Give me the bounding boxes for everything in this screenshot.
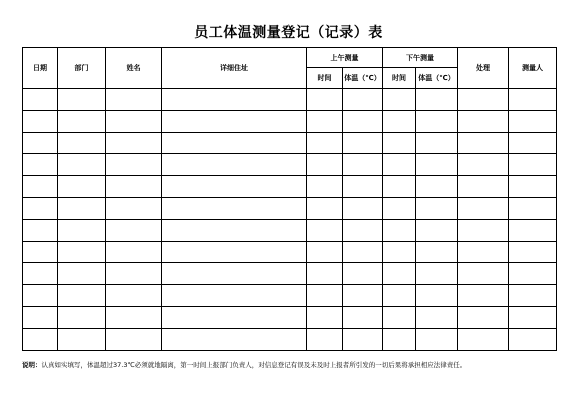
cell-department[interactable]	[58, 197, 106, 219]
cell-handling[interactable]	[458, 285, 509, 307]
cell-afternoon-temperature[interactable]	[416, 328, 458, 350]
cell-afternoon-temperature[interactable]	[416, 110, 458, 132]
cell-measurer[interactable]	[509, 110, 557, 132]
cell-morning-temperature[interactable]	[343, 197, 383, 219]
cell-afternoon-time[interactable]	[383, 328, 416, 350]
cell-measurer[interactable]	[509, 328, 557, 350]
header-morning: 上午测量	[307, 48, 383, 68]
cell-morning-temperature[interactable]	[343, 132, 383, 154]
cell-name[interactable]	[106, 132, 162, 154]
cell-address[interactable]	[162, 263, 307, 285]
table-row	[23, 219, 557, 241]
cell-name[interactable]	[106, 263, 162, 285]
cell-morning-temperature[interactable]	[343, 241, 383, 263]
table-row	[23, 263, 557, 285]
cell-morning-time[interactable]	[307, 89, 343, 111]
cell-afternoon-time[interactable]	[383, 219, 416, 241]
cell-address[interactable]	[162, 176, 307, 198]
cell-handling[interactable]	[458, 219, 509, 241]
cell-afternoon-time[interactable]	[383, 154, 416, 176]
cell-department[interactable]	[58, 176, 106, 198]
cell-address[interactable]	[162, 197, 307, 219]
cell-date[interactable]	[23, 285, 58, 307]
cell-morning-temperature[interactable]	[343, 328, 383, 350]
cell-afternoon-time[interactable]	[383, 176, 416, 198]
cell-handling[interactable]	[458, 241, 509, 263]
table-row	[23, 154, 557, 176]
table-row	[23, 176, 557, 198]
cell-name[interactable]	[106, 110, 162, 132]
cell-afternoon-temperature[interactable]	[416, 132, 458, 154]
cell-name[interactable]	[106, 154, 162, 176]
cell-handling[interactable]	[458, 328, 509, 350]
cell-measurer[interactable]	[509, 241, 557, 263]
table-row	[23, 110, 557, 132]
cell-address[interactable]	[162, 328, 307, 350]
cell-address[interactable]	[162, 241, 307, 263]
cell-handling[interactable]	[458, 176, 509, 198]
cell-morning-time[interactable]	[307, 110, 343, 132]
table-row	[23, 285, 557, 307]
cell-department[interactable]	[58, 219, 106, 241]
table-row	[23, 197, 557, 219]
header-measurer: 测量人	[509, 48, 557, 89]
cell-afternoon-time[interactable]	[383, 285, 416, 307]
cell-measurer[interactable]	[509, 154, 557, 176]
cell-date[interactable]	[23, 241, 58, 263]
header-afternoon: 下午测量	[383, 48, 458, 68]
header-morning-time: 时间	[307, 68, 343, 89]
cell-address[interactable]	[162, 219, 307, 241]
cell-handling[interactable]	[458, 110, 509, 132]
table-row	[23, 89, 557, 111]
cell-measurer[interactable]	[509, 306, 557, 328]
cell-name[interactable]	[106, 176, 162, 198]
cell-afternoon-temperature[interactable]	[416, 219, 458, 241]
cell-address[interactable]	[162, 306, 307, 328]
cell-date[interactable]	[23, 176, 58, 198]
cell-name[interactable]	[106, 241, 162, 263]
cell-name[interactable]	[106, 89, 162, 111]
cell-afternoon-time[interactable]	[383, 110, 416, 132]
cell-afternoon-temperature[interactable]	[416, 197, 458, 219]
cell-department[interactable]	[58, 263, 106, 285]
cell-measurer[interactable]	[509, 263, 557, 285]
cell-afternoon-temperature[interactable]	[416, 306, 458, 328]
cell-measurer[interactable]	[509, 176, 557, 198]
cell-date[interactable]	[23, 328, 58, 350]
cell-morning-temperature[interactable]	[343, 176, 383, 198]
table-row	[23, 328, 557, 350]
footnote	[22, 360, 562, 369]
cell-morning-temperature[interactable]	[343, 154, 383, 176]
cell-afternoon-temperature[interactable]	[416, 285, 458, 307]
cell-measurer[interactable]	[509, 285, 557, 307]
cell-morning-temperature[interactable]	[343, 89, 383, 111]
cell-address[interactable]	[162, 89, 307, 111]
footnote-text: 认真如实填写，体温超过37.3℃必须就地隔离，第一时间上报部门负责人，对信息登记有误及未及时上报者所引发的一切后果将承担相应法律责任。	[41, 361, 467, 369]
cell-morning-time[interactable]	[307, 263, 343, 285]
cell-address[interactable]	[162, 154, 307, 176]
cell-morning-time[interactable]	[307, 197, 343, 219]
cell-name[interactable]	[106, 219, 162, 241]
cell-department[interactable]	[58, 306, 106, 328]
cell-department[interactable]	[58, 241, 106, 263]
cell-department[interactable]	[58, 110, 106, 132]
header-department: 部门	[58, 48, 106, 89]
cell-morning-time[interactable]	[307, 132, 343, 154]
cell-name[interactable]	[106, 328, 162, 350]
cell-afternoon-time[interactable]	[383, 89, 416, 111]
cell-date[interactable]	[23, 132, 58, 154]
cell-date[interactable]	[23, 306, 58, 328]
page-title: 员工体温测量登记（记录）表	[194, 25, 383, 41]
cell-handling[interactable]	[458, 154, 509, 176]
cell-handling[interactable]	[458, 89, 509, 111]
cell-afternoon-time[interactable]	[383, 241, 416, 263]
cell-department[interactable]	[58, 89, 106, 111]
cell-afternoon-time[interactable]	[383, 263, 416, 285]
cell-morning-temperature[interactable]	[343, 285, 383, 307]
cell-afternoon-time[interactable]	[383, 132, 416, 154]
cell-department[interactable]	[58, 285, 106, 307]
footnote-label: 说明：	[22, 361, 42, 369]
cell-date[interactable]	[23, 154, 58, 176]
cell-department[interactable]	[58, 328, 106, 350]
cell-department[interactable]	[58, 154, 106, 176]
cell-handling[interactable]	[458, 263, 509, 285]
cell-address[interactable]	[162, 110, 307, 132]
table-row	[23, 306, 557, 328]
cell-morning-time[interactable]	[307, 154, 343, 176]
cell-afternoon-temperature[interactable]	[416, 176, 458, 198]
cell-afternoon-temperature[interactable]	[416, 154, 458, 176]
table-body	[23, 89, 557, 351]
cell-handling[interactable]	[458, 197, 509, 219]
cell-morning-temperature[interactable]	[343, 263, 383, 285]
cell-date[interactable]	[23, 110, 58, 132]
cell-afternoon-time[interactable]	[383, 306, 416, 328]
header-address: 详细住址	[162, 48, 307, 89]
cell-handling[interactable]	[458, 132, 509, 154]
header-name: 姓名	[106, 48, 162, 89]
cell-date[interactable]	[23, 197, 58, 219]
cell-handling[interactable]	[458, 306, 509, 328]
cell-date[interactable]	[23, 263, 58, 285]
cell-name[interactable]	[106, 285, 162, 307]
header-afternoon-time: 时间	[383, 68, 416, 89]
cell-morning-temperature[interactable]	[343, 219, 383, 241]
cell-morning-time[interactable]	[307, 306, 343, 328]
cell-address[interactable]	[162, 132, 307, 154]
cell-date[interactable]	[23, 219, 58, 241]
cell-afternoon-temperature[interactable]	[416, 89, 458, 111]
cell-date[interactable]	[23, 89, 58, 111]
cell-measurer[interactable]	[509, 219, 557, 241]
cell-measurer[interactable]	[509, 197, 557, 219]
cell-morning-temperature[interactable]	[343, 110, 383, 132]
cell-morning-time[interactable]	[307, 241, 343, 263]
cell-afternoon-time[interactable]	[383, 197, 416, 219]
cell-morning-time[interactable]	[307, 219, 343, 241]
header-afternoon-temperature: 体温（℃）	[416, 68, 458, 89]
cell-measurer[interactable]	[509, 132, 557, 154]
header-morning-temperature: 体温（℃）	[343, 68, 383, 89]
cell-afternoon-temperature[interactable]	[416, 263, 458, 285]
table-row	[23, 241, 557, 263]
cell-morning-time[interactable]	[307, 285, 343, 307]
cell-address[interactable]	[162, 285, 307, 307]
cell-name[interactable]	[106, 306, 162, 328]
cell-name[interactable]	[106, 197, 162, 219]
cell-afternoon-temperature[interactable]	[416, 241, 458, 263]
cell-morning-time[interactable]	[307, 328, 343, 350]
header-handling: 处理	[458, 48, 509, 89]
cell-department[interactable]	[58, 132, 106, 154]
header-date: 日期	[23, 48, 58, 89]
cell-morning-time[interactable]	[307, 176, 343, 198]
temperature-log-table	[22, 47, 557, 351]
cell-morning-temperature[interactable]	[343, 306, 383, 328]
cell-measurer[interactable]	[509, 89, 557, 111]
table-row	[23, 132, 557, 154]
